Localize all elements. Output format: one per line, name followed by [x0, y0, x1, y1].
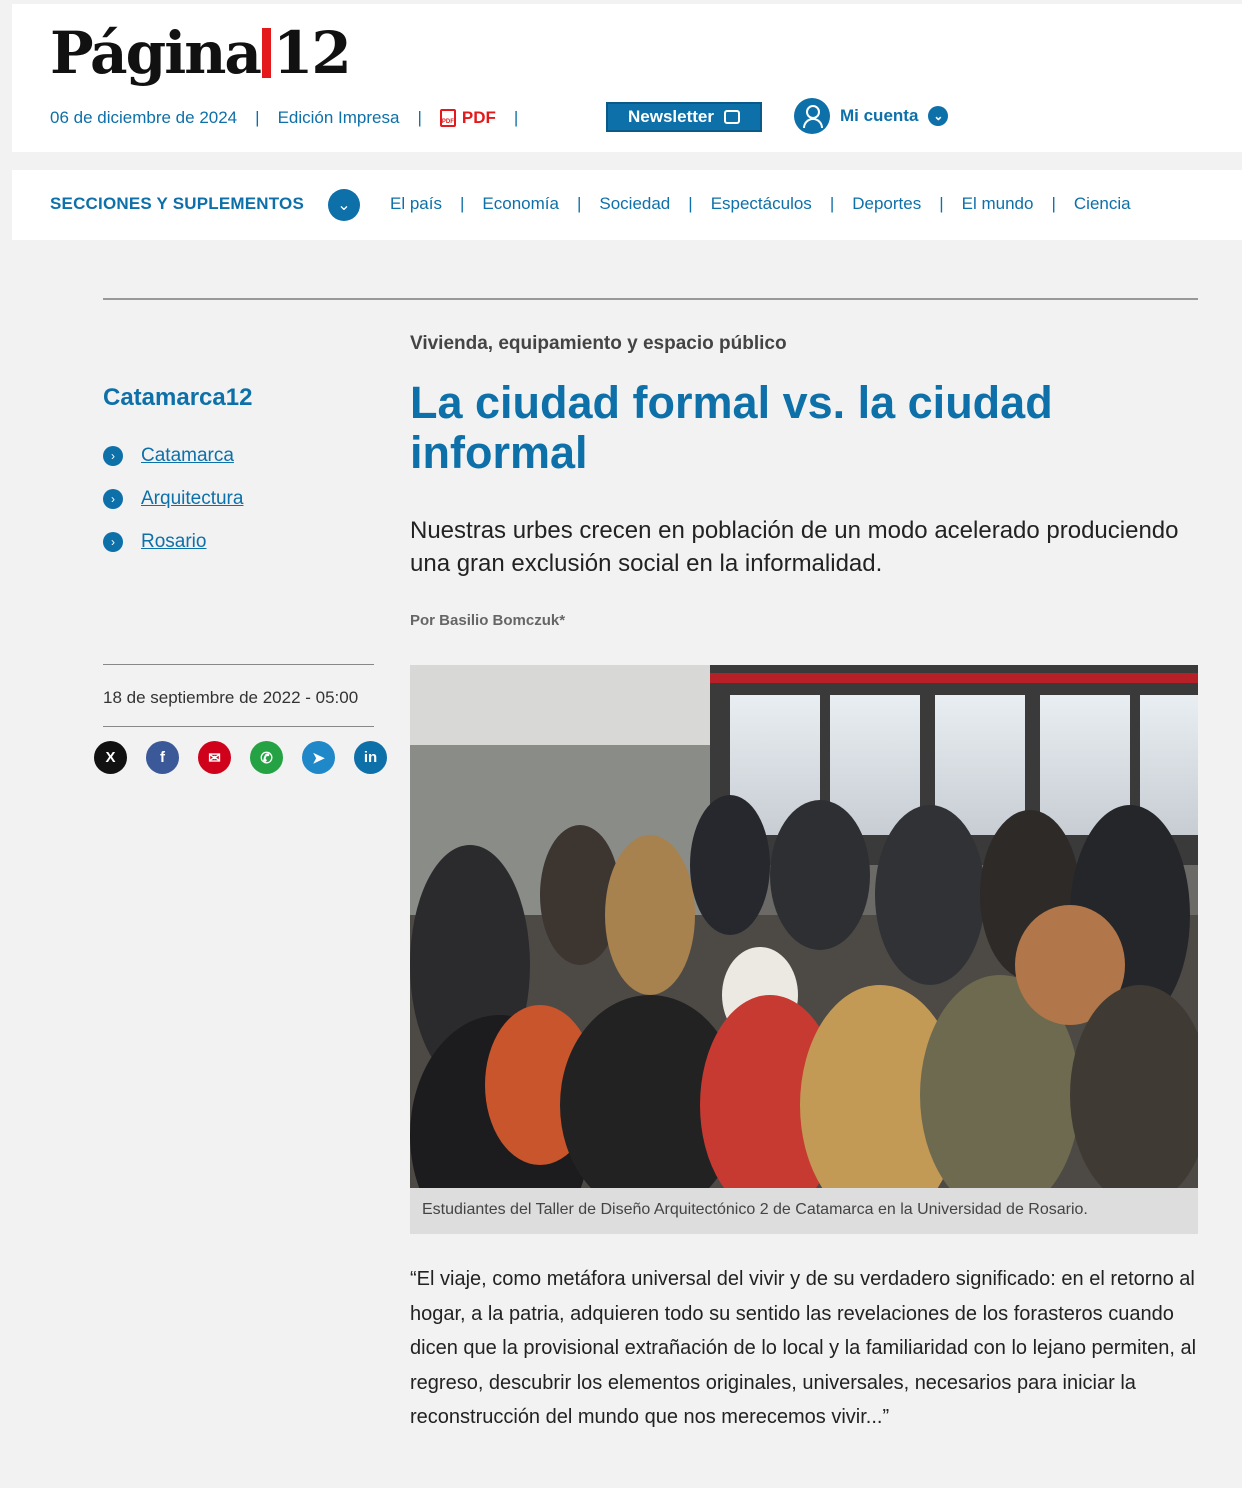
pdf-link[interactable] [440, 108, 496, 128]
nav-item [670, 194, 812, 214]
chevron-right-icon: › [103, 446, 123, 466]
print-edition-link[interactable]: Edición Impresa [277, 108, 400, 127]
nav-link[interactable]: Ciencia [1073, 194, 1131, 213]
logo-bar [262, 28, 271, 78]
separator: | [688, 194, 693, 213]
sidebar-tag-list [103, 434, 243, 563]
nav-item [559, 194, 670, 214]
edition-date: 06 de diciembre de 2024 [50, 108, 238, 127]
pdf-label: PDF [461, 108, 496, 127]
publish-date: 18 de septiembre de 2022 - 05:00 [103, 688, 359, 707]
telegram-icon[interactable]: ➤ [302, 741, 335, 774]
nav-link[interactable]: Deportes [852, 194, 922, 213]
students-photo-illustration [410, 665, 1198, 1188]
newsletter-label: Newsletter [628, 107, 714, 126]
separator: | [459, 194, 465, 213]
separator: | [417, 108, 422, 127]
logo-text-left: Página [50, 19, 260, 87]
nav-link[interactable]: El país [390, 194, 442, 213]
divider [103, 726, 374, 727]
separator: | [576, 194, 582, 213]
site-header [12, 4, 1242, 152]
nav-item [1033, 194, 1130, 214]
linkedin-icon[interactable]: in [354, 741, 387, 774]
chevron-right-icon: › [103, 489, 123, 509]
separator: | [829, 194, 835, 213]
sidebar-tag-item[interactable] [103, 477, 243, 520]
pdf-icon: PDF [440, 109, 456, 127]
photo-caption: Estudiantes del Taller de Diseño Arquitectónico 2 de Catamarca en la Universidad de Rosario. [410, 1188, 1198, 1234]
article-subtitle: Nuestras urbes crecen en población de un modo acelerado produciendo una gran exclusión social en la informalidad. [410, 517, 1179, 577]
divider [103, 664, 374, 665]
section-nav [12, 170, 1242, 240]
article-headline: La ciudad formal vs. la ciudad informal [410, 377, 1053, 478]
article-photo [410, 665, 1198, 1188]
email-icon[interactable]: ✉ [198, 741, 231, 774]
nav-links [390, 194, 1131, 214]
envelope-icon [724, 110, 740, 124]
nav-link[interactable]: El mundo [961, 194, 1034, 213]
facebook-icon[interactable]: f [146, 741, 179, 774]
nav-link[interactable]: Sociedad [599, 194, 671, 213]
divider [103, 298, 1198, 300]
sidebar-tag-item[interactable] [103, 434, 243, 477]
logo-text-right: 12 [272, 19, 350, 87]
article-byline: Por Basilio Bomczuk* [410, 612, 566, 629]
site-logo[interactable] [50, 18, 350, 88]
nav-item [442, 194, 559, 214]
header-meta-row [50, 104, 536, 132]
separator: | [939, 194, 944, 213]
x-icon[interactable]: X [94, 741, 127, 774]
sidebar-tag-link[interactable]: Arquitectura [141, 487, 244, 509]
sidebar-tag-item[interactable] [103, 520, 243, 563]
sidebar-section-title[interactable]: Catamarca12 [103, 384, 253, 411]
share-buttons [94, 741, 387, 774]
chevron-down-icon: ⌄ [928, 106, 948, 126]
user-icon [794, 98, 830, 134]
account-menu[interactable] [794, 98, 948, 134]
sections-title[interactable]: SECCIONES Y SUPLEMENTOS [50, 194, 304, 213]
chevron-down-icon[interactable]: ⌄ [328, 189, 360, 221]
account-label: Mi cuenta [840, 106, 919, 125]
article-body-paragraph: “El viaje, como metáfora universal del vivir y de su verdadero significado: en el retorno al hogar, a la patria, adquieren todo su sentido las revelaciones de los forasteros cuando dicen que la provisional extrañación de lo local y la familiaridad con lo lejano permiten, al regreso, descubrir los elementos originales, universales, necesarios para iniciar la reconstrucción del mundo que nos merecemos vivir...” [410, 1268, 1197, 1429]
separator: | [513, 108, 519, 127]
newsletter-button[interactable] [606, 102, 762, 132]
nav-link[interactable]: Espectáculos [710, 194, 812, 213]
sidebar-tag-link[interactable]: Catamarca [141, 444, 234, 466]
separator: | [255, 108, 260, 127]
separator: | [1051, 194, 1056, 213]
nav-item [390, 194, 442, 214]
nav-link[interactable]: Economía [482, 194, 559, 213]
nav-item [812, 194, 921, 214]
article-kicker: Vivienda, equipamiento y espacio público [410, 333, 787, 354]
chevron-right-icon: › [103, 532, 123, 552]
nav-item [921, 194, 1033, 214]
sidebar-tag-link[interactable]: Rosario [141, 530, 207, 552]
whatsapp-icon[interactable]: ✆ [250, 741, 283, 774]
